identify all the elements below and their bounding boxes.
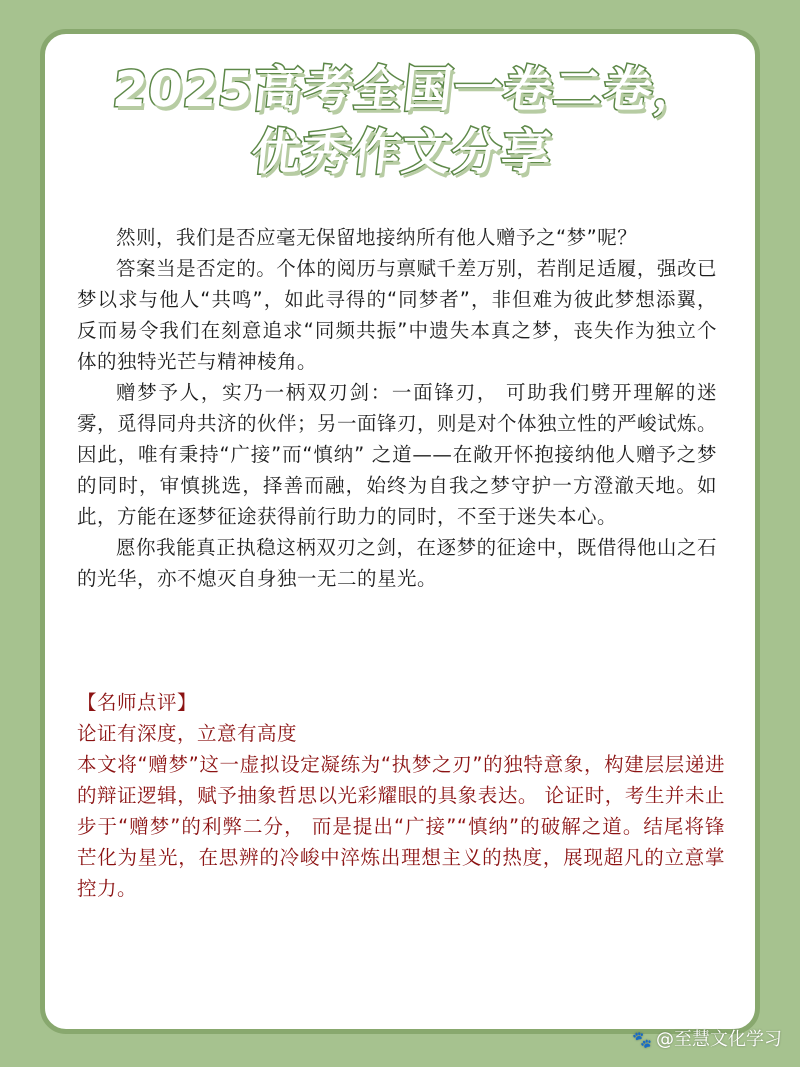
review-subheading: 论证有深度，立意有高度: [77, 722, 298, 745]
watermark: [632, 1029, 782, 1051]
essay-paragraph: 赠梦予人，实乃一柄双刃剑：一面锋刃， 可助我们劈开理解的迷雾，觅得同舟共济的伙伴；另一面锋刃，则是对个体独立性的严峻试炼。因此，唯有秉持“广接”而“慎纳” 之道——在敞开怀抱接纳他人赠予之梦的同时，审慎挑选，择善而融，始终为自我之梦守护一方澄澈天地。如此，方能在逐梦征途获得前行助力的同时，不至于迷失本心。: [77, 381, 718, 528]
review-text: 本文将“赠梦”这一虚拟设定凝练为“执梦之刃”的独特意象，构建层层递进的辩证逻辑，赋予抽象哲思以光彩耀眼的具象表达。 论证时，考生并未止步于“赠梦”的利弊二分， 而是提出“广接”“慎纳”的破解之道。结尾将锋芒化为星光，在思辨的冷峻中淬炼出理想主义的热度，展现超凡的立意掌控力。: [77, 753, 725, 900]
essay-paragraph: 然则，我们是否应毫无保留地接纳所有他人赠予之“梦”呢？: [116, 226, 638, 249]
essay-body: [77, 222, 717, 594]
essay-paragraph: 答案当是否定的。个体的阅历与禀赋千差万别，若削足适履，强改已梦以求与他人“共鸣”，如此寻得的“同梦者”，非但难为彼此梦想添翼，反而易令我们在刻意追求“同频共振”中遗失本真之梦，丧失作为独立个体的独特光芒与精神棱角。: [77, 257, 717, 373]
title-line-1: 2025高考全国一卷二卷，: [110, 61, 707, 118]
teacher-review: [77, 687, 725, 904]
page-title: [78, 58, 731, 184]
watermark-text: @至慧文化学习: [656, 1029, 782, 1050]
content-card: [40, 29, 760, 1034]
title-line-2: 优秀作文分享: [248, 124, 555, 181]
essay-paragraph: 愿你我能真正执稳这柄双刃之剑，在逐梦的征途中，既借得他山之石的光华，亦不熄灭自身独一无二的星光。: [77, 536, 717, 590]
paw-icon: 🐾: [632, 1030, 652, 1049]
review-heading: 【名师点评】: [77, 691, 198, 714]
